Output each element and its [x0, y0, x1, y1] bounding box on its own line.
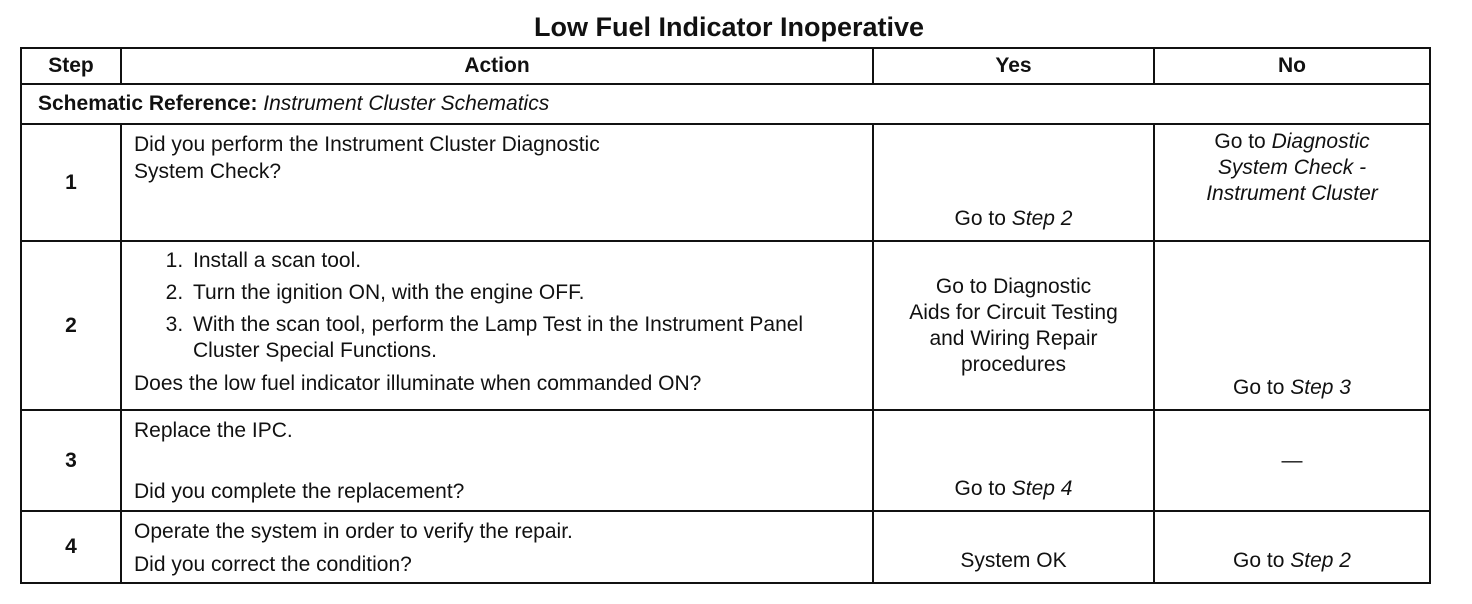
list-item: 2. Turn the ignition ON, with the engine OFF. [189, 280, 862, 306]
table-row [21, 410, 1430, 511]
no-cell [1154, 241, 1430, 410]
table-row [21, 511, 1430, 583]
list-item: 1. Install a scan tool. [189, 248, 862, 274]
header-row [21, 48, 1430, 84]
action-cell [121, 511, 873, 583]
yes-cell [873, 241, 1154, 410]
yes-result: Go to Step 2 [954, 207, 1073, 230]
list-item: 3. With the scan tool, perform the Lamp Test in the Instrument Panel Cluster Special Functions. [189, 312, 862, 364]
action-text: Operate the system in order to verify the repair. [134, 520, 573, 543]
yes-cell [873, 410, 1154, 511]
no-result: — [1281, 448, 1303, 472]
no-result: Go to Step 2 [1233, 549, 1351, 572]
header-no: No [1154, 48, 1430, 84]
yes-cell [873, 124, 1154, 241]
action-question: Did you correct the condition? [134, 553, 412, 576]
schematic-reference-label: Schematic Reference: [38, 92, 258, 115]
action-cell [121, 124, 873, 241]
header-action: Action [121, 48, 873, 84]
table-row [21, 124, 1430, 241]
diagnostic-table [20, 47, 1431, 584]
no-result: Go to Diagnostic System Check - Instrument Cluster [1206, 130, 1378, 205]
step-number: 3 [21, 410, 121, 511]
schematic-reference [21, 84, 1430, 124]
step-number: 4 [21, 511, 121, 583]
header-yes: Yes [873, 48, 1154, 84]
no-result: Go to Step 3 [1233, 376, 1351, 399]
header-step: Step [21, 48, 121, 84]
yes-result: System OK [960, 549, 1067, 572]
no-cell [1154, 124, 1430, 241]
schematic-reference-row [21, 84, 1430, 124]
yes-result: Go to Step 4 [954, 477, 1073, 500]
step-number: 2 [21, 241, 121, 410]
action-question: Does the low fuel indicator illuminate when commanded ON? [134, 372, 702, 395]
yes-result: Go to Diagnostic Aids for Circuit Testing and Wiring Repair procedures [909, 274, 1118, 376]
action-text: System Check? [134, 160, 282, 183]
action-text: Did you perform the Instrument Cluster Diagnostic [134, 133, 600, 156]
no-cell [1154, 410, 1430, 511]
table-row [21, 241, 1430, 410]
substep-list [134, 248, 862, 364]
yes-cell [873, 511, 1154, 583]
action-cell [121, 410, 873, 511]
page-title: Low Fuel Indicator Inoperative [533, 12, 925, 42]
no-cell [1154, 511, 1430, 583]
action-cell [121, 241, 873, 410]
step-number: 1 [21, 124, 121, 241]
action-text: Replace the IPC. [134, 419, 293, 442]
action-question: Did you complete the replacement? [134, 480, 465, 503]
schematic-reference-link: Instrument Cluster Schematics [263, 92, 550, 115]
